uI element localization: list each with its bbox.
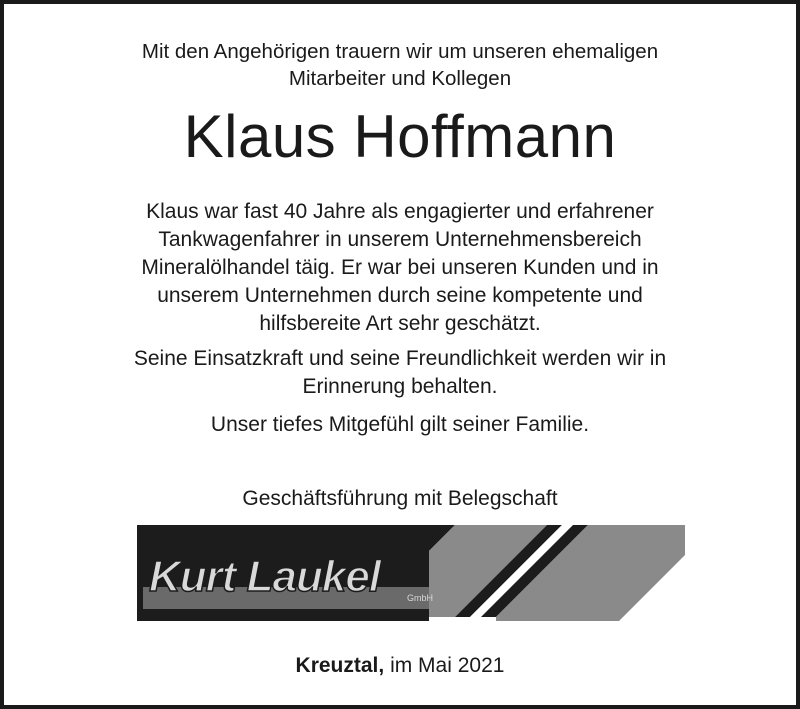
logo-suffix: GmbH xyxy=(407,593,434,603)
memory-paragraph xyxy=(4,345,796,401)
condolence-paragraph xyxy=(4,411,796,439)
paragraph-line: Seine Einsatzkraft und seine Freundlichkeit werden wir in xyxy=(133,347,667,370)
place-city: Kreuztal, xyxy=(295,654,385,677)
paragraph-line: Erinnerung behalten. xyxy=(302,375,498,398)
paragraph-line: Klaus war fast 40 Jahre als engagierter und erfahrener xyxy=(146,200,654,223)
place-date xyxy=(4,652,796,680)
paragraph-line: hilfsbereite Art sehr geschätzt. xyxy=(259,312,541,335)
intro-text xyxy=(4,38,796,92)
logo-text: Kurt Laukel xyxy=(149,552,381,601)
paragraph-line: Tankwagenfahrer in unserem Unternehmensbereich xyxy=(158,228,642,251)
intro-line: Mitarbeiter und Kollegen xyxy=(288,67,512,90)
signoff-text: Geschäftsführung mit Belegschaft xyxy=(242,487,558,510)
place-date-text: im Mai 2021 xyxy=(390,654,505,677)
intro-line: Mit den Angehörigen trauern wir um unseren ehemaligen xyxy=(141,40,659,63)
tribute-paragraph xyxy=(4,198,796,338)
paragraph-line: unserem Unternehmen durch seine kompetente und xyxy=(157,284,643,307)
deceased-name: Klaus Hoffmann xyxy=(183,103,617,170)
company-logo xyxy=(137,525,685,621)
paragraph-line: Mineralölhandel täig. Er war bei unseren Kunden und in xyxy=(141,256,659,279)
paragraph-line: Unser tiefes Mitgefühl gilt seiner Familie. xyxy=(210,413,590,436)
